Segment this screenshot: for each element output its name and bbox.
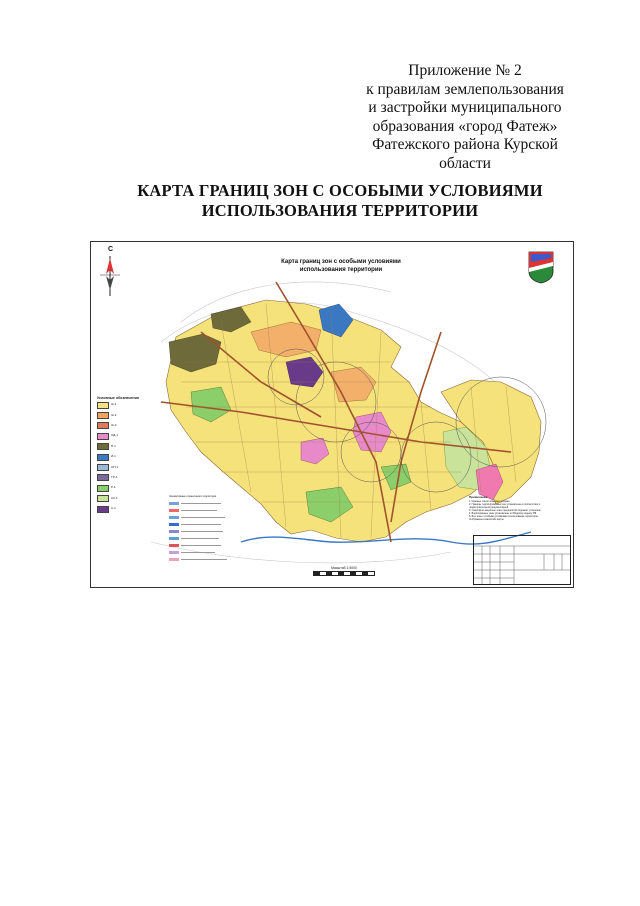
legend-item — [97, 443, 177, 450]
title-block-stamp — [473, 535, 571, 585]
legend-swatch — [97, 402, 109, 409]
legend-line-bar — [181, 552, 215, 553]
legend-swatch — [97, 506, 109, 513]
legend-item — [97, 474, 177, 481]
map-legend — [97, 397, 177, 516]
notes-title: Примечание — [469, 495, 488, 499]
notes-line: градостроительной документацией. — [469, 506, 509, 509]
north-arrow-icon — [98, 246, 122, 298]
legend-line-swatch — [169, 509, 179, 512]
legend-item — [97, 412, 177, 419]
legend-line-bar — [181, 531, 223, 532]
document-title — [60, 181, 620, 221]
restrictions-legend-title: Нормативные ограничения территории — [169, 495, 217, 498]
legend-line-swatch — [169, 551, 179, 554]
legend-label: Ж-2 — [111, 412, 117, 417]
legend-swatch — [97, 485, 109, 492]
legend-line-bar — [181, 524, 221, 525]
coat-of-arms-icon — [527, 250, 555, 284]
compass-north-letter: С — [108, 246, 114, 253]
appendix-line: Фатежского района Курской — [372, 136, 558, 153]
appendix-line: образования «город Фатеж» — [372, 117, 558, 135]
legend-line-bar — [181, 503, 221, 504]
legend-line-bar — [181, 510, 217, 511]
legend-line-item — [169, 558, 257, 561]
legend-line-swatch — [169, 558, 179, 561]
legend-swatch — [97, 433, 109, 440]
map-title-line: использования территории — [299, 266, 383, 273]
legend-item — [97, 422, 177, 429]
legend-line-bar — [181, 559, 227, 560]
map-title-line: Карта границ зон с особыми условиями — [281, 259, 401, 265]
scale-bar — [313, 571, 375, 576]
legend-label: И-1 — [111, 454, 116, 459]
appendix-line: и застройки муниципального — [368, 99, 562, 116]
legend-line-swatch — [169, 544, 179, 547]
notes-line: отображены в масштабе карты. — [469, 518, 505, 521]
legend-item — [97, 495, 177, 502]
legend-label: ТР-1 — [111, 475, 118, 480]
legend-line-bar — [181, 517, 225, 518]
legend-title: Условные обозначения — [97, 396, 139, 400]
legend-item — [97, 485, 177, 492]
legend-line-bar — [181, 545, 221, 546]
legend-line-item — [169, 509, 257, 512]
legend-line-item — [169, 551, 257, 554]
notes-line: 4. Водоохранные зоны установлены по Водному кодексу РФ. — [469, 512, 537, 515]
legend-item — [97, 454, 177, 461]
appendix-heading — [330, 62, 600, 173]
legend-line-item — [169, 537, 257, 540]
legend-item — [97, 433, 177, 440]
legend-line-swatch — [169, 516, 179, 519]
legend-swatch — [97, 464, 109, 471]
restrictions-legend — [169, 495, 257, 565]
legend-label: С-1 — [111, 506, 116, 511]
legend-swatch — [97, 495, 109, 502]
map-title — [261, 259, 421, 274]
appendix-line: Приложение № 2 — [408, 62, 522, 79]
notes-line: 1. Красные линии показаны условно. — [469, 500, 511, 503]
legend-label: СХ-1 — [111, 495, 118, 500]
map-notes — [469, 496, 565, 521]
legend-line-bar — [181, 538, 219, 539]
document-title-line: КАРТА ГРАНИЦ ЗОН С ОСОБЫМИ УСЛОВИЯМИ — [137, 181, 543, 200]
legend-line-swatch — [169, 523, 179, 526]
notes-line: 2. Границы территориальных зон установлены в соответствии с — [469, 503, 541, 506]
legend-label: ОП-1 — [111, 464, 119, 469]
legend-label: П-1 — [111, 443, 116, 448]
legend-line-swatch — [169, 530, 179, 533]
legend-label: ОД-1 — [111, 433, 118, 438]
legend-label: Р-1 — [111, 485, 116, 490]
map-sheet — [90, 241, 574, 588]
legend-line-item — [169, 530, 257, 533]
appendix-line: области — [439, 154, 491, 172]
legend-line-item — [169, 544, 257, 547]
legend-line-item — [169, 523, 257, 526]
document-title-line: ИСПОЛЬЗОВАНИЯ ТЕРРИТОРИИ — [201, 201, 479, 220]
legend-item — [97, 506, 177, 513]
legend-item — [97, 464, 177, 471]
legend-label: Ж-1 — [111, 402, 117, 407]
legend-swatch — [97, 454, 109, 461]
legend-swatch — [97, 443, 109, 450]
notes-line: 3. Санитарно-защитные зоны предприятий подлежат уточнению. — [469, 509, 542, 512]
notes-line: 5. Все зоны с особыми условиями использования территории — [469, 515, 538, 518]
legend-label: Ж-3 — [111, 423, 117, 428]
legend-swatch — [97, 474, 109, 481]
appendix-line: к правилам землепользования — [366, 80, 564, 98]
legend-swatch — [97, 422, 109, 429]
legend-line-swatch — [169, 537, 179, 540]
legend-item — [97, 402, 177, 409]
legend-line-item — [169, 502, 257, 505]
legend-swatch — [97, 412, 109, 419]
scale-label: Масштаб 1:5000 — [331, 566, 357, 570]
legend-line-swatch — [169, 502, 179, 505]
legend-line-item — [169, 516, 257, 519]
